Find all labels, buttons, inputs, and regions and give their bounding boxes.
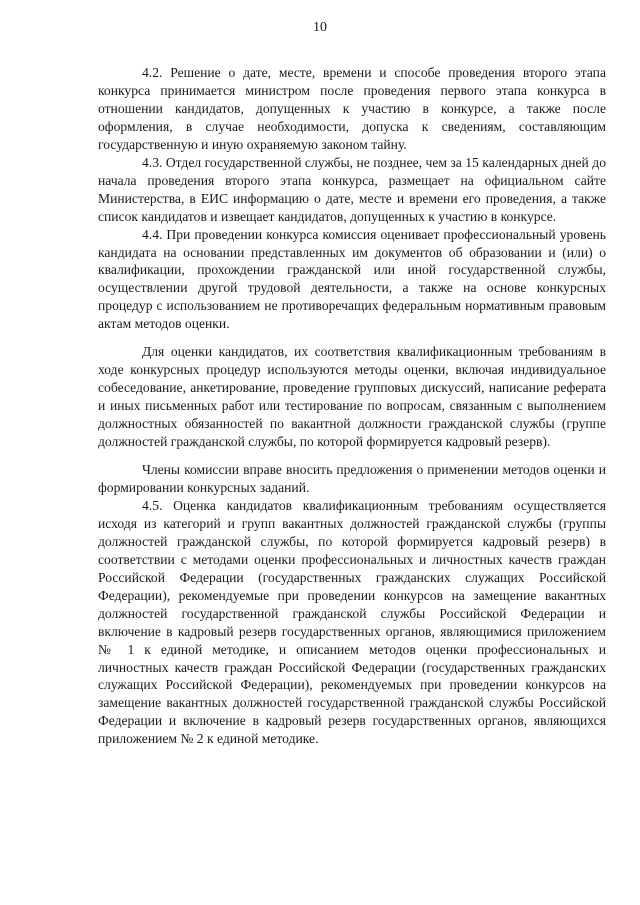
paragraph-4-5: 4.5. Оценка кандидатов квалификационным требованиям осуществляется исходя из категорий и групп вакантных должностей гражданской службы (группы должностей гражданской службы, по которой формируется кадровый резерв) в соответствии с методами оценки профессиональных и личностных качеств граждан Российской Федерации (государственных гражданских служащих Российской Федерации), рекомендуемые при проведении конкурсов на замещение вакантных должностей государственной гражданской службы Российской Федерации и включение в кадровый резерв государственных органов, являющимися приложением № 1 к единой методике, и описанием методов оценки профессиональных и личностных качеств граждан Российской Федерации (государственных гражданских служащих Российской Федерации), рекомендуемых при проведении конкурсов на замещение вакантных должностей государственной гражданской службы Российской Федерации и включение в кадровый резерв государственных органов, являющихся приложением № 2 к единой методике.	[98, 497, 606, 747]
paragraph-4-2: 4.2. Решение о дате, месте, времени и способе проведения второго этапа конкурса принимается министром после проведения первого этапа конкурса в отношении кандидатов, допущенных к участию в конкурсе, а также после оформления, в случае необходимости, допуска к сведениям, составляющим государственную и иную охраняемую законом тайну.	[98, 65, 606, 152]
paragraph-4-4: 4.4. При проведении конкурса комиссия оценивает профессиональный уровень кандидата на основании представленных им документов об образовании и (или) о квалификации, прохождении гражданской или иной государственной службы, осуществлении другой трудовой деятельности, а также на основе конкурсных процедур с использованием не противоречащих федеральным нормативным правовым актам методов оценки.	[98, 226, 606, 332]
paragraph-4-3: 4.3. Отдел государственной службы, не позднее, чем за 15 календарных дней до начала проведения второго этапа конкурса, размещает на официальном сайте Министерства, в ЕИС информацию о дате, месте и времени его проведения, а также список кандидатов и извещает кандидатов, допущенных к участию в конкурсе.	[98, 154, 606, 224]
paragraph-commission-members: Члены комиссии вправе вносить предложения о применении методов оценки и формировании конкурсных заданий.	[98, 462, 606, 495]
page-number: 10	[313, 20, 327, 35]
paragraph-assessment-methods: Для оценки кандидатов, их соответствия квалификационным требованиям в ходе конкурсных процедур используются методы оценки, включая индивидуальное собеседование, анкетирование, проведение групповых дискуссий, написание реферата и иных письменных работ или тестирование по вопросам, связанным с выполнением должностных обязанностей по вакантной должности гражданской службы (группе должностей гражданской службы, по которой формируется кадровый резерв).	[98, 344, 606, 450]
document-body	[98, 64, 606, 748]
